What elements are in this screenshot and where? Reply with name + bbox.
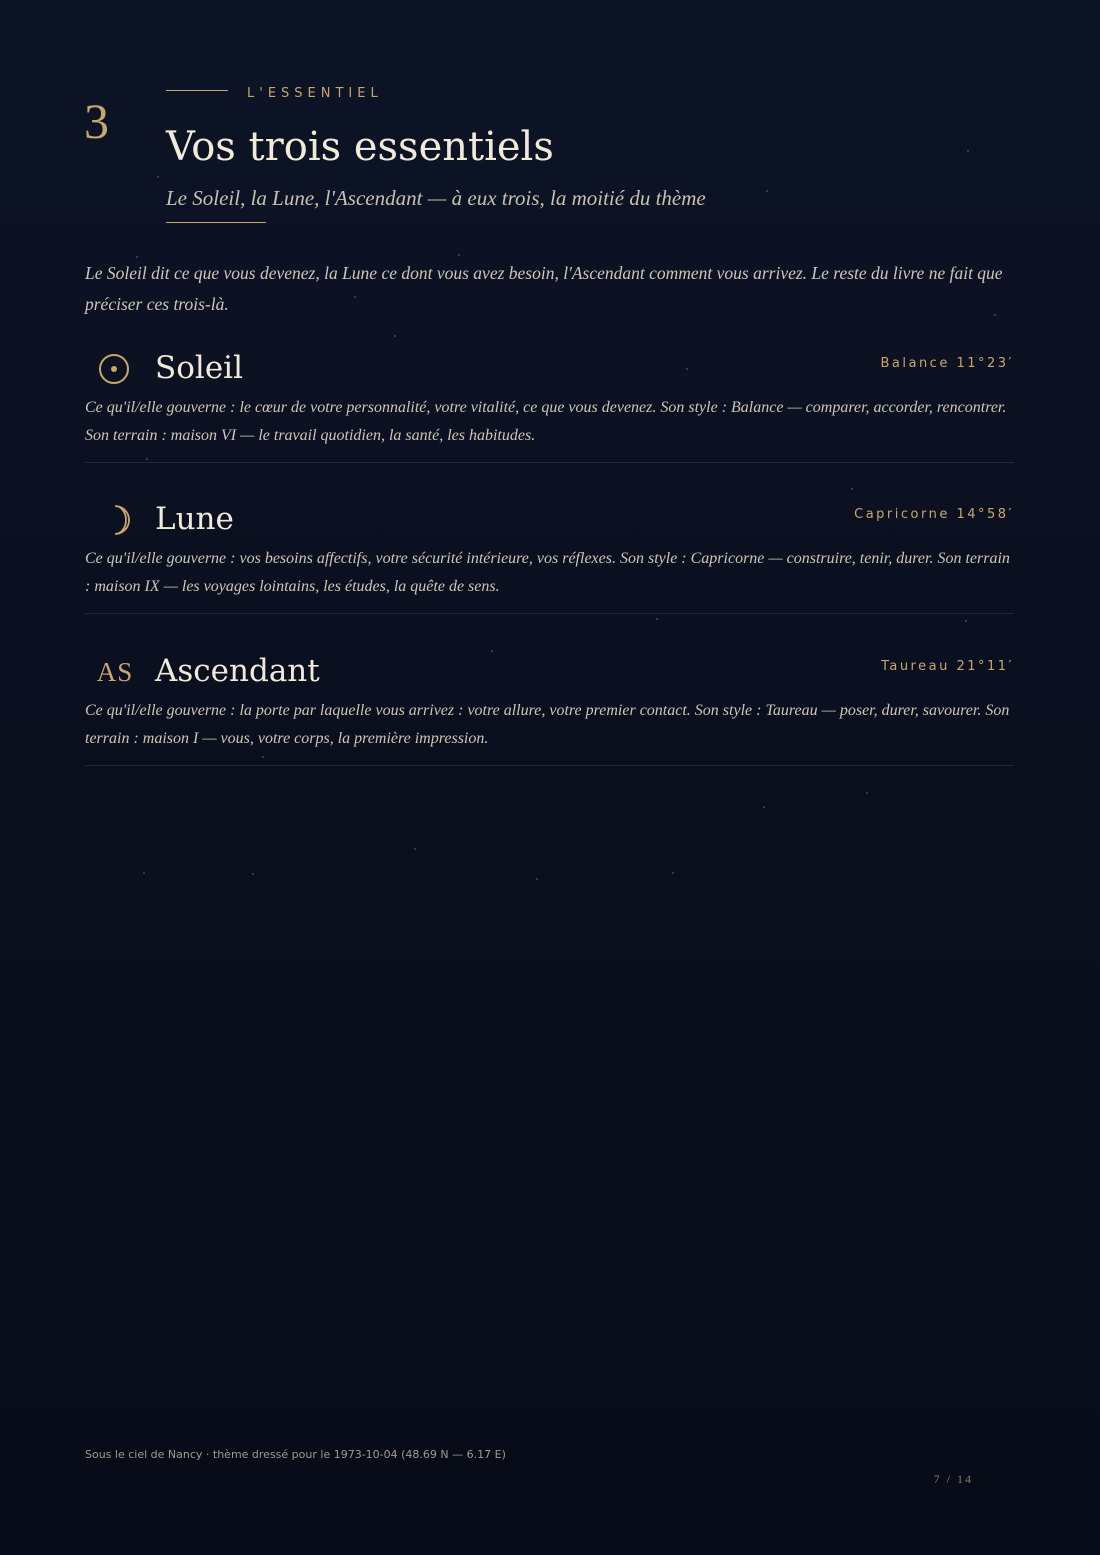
entry-position: Capricorne 14°58′: [854, 507, 1014, 522]
subtitle-rule: [166, 222, 266, 223]
sun-icon: [97, 352, 131, 386]
ascendant-icon-label: AS: [96, 656, 134, 687]
page-title: Vos trois essentiels: [166, 124, 554, 170]
page-subtitle: Le Soleil, la Lune, l'Ascendant — à eux trois, la moitié du thème: [166, 186, 706, 210]
entry-position: Balance 11°23′: [880, 356, 1014, 371]
entry-name: Ascendant: [155, 653, 320, 689]
entry-description: Ce qu'il/elle gouverne : la porte par laquelle vous arrivez : votre allure, votre premier contact. Son style : Taureau — poser, durer, savourer. Son terrain : maison I — vous, votre corps, la première impression.: [85, 702, 1010, 747]
entry-position: Taureau 21°11′: [881, 659, 1014, 674]
kicker-rule: [166, 90, 228, 91]
entry-soleil: [85, 346, 1014, 463]
section-kicker: L'ESSENTIEL: [247, 86, 383, 101]
entry-ascendant: [85, 649, 1014, 766]
intro-paragraph: Le Soleil dit ce que vous devenez, la Lune ce dont vous avez besoin, l'Ascendant comment vous arrivez. Le reste du livre ne fait que préciser ces trois-là.: [85, 263, 1003, 314]
pagination: [934, 1472, 973, 1487]
ascendant-icon: [95, 655, 135, 689]
page-total: 14: [957, 1472, 973, 1486]
chapter-number: 3: [84, 93, 109, 149]
footer-caption: Sous le ciel de Nancy · thème dressé pour le 1973-10-04 (48.69 N — 6.17 E): [85, 1448, 506, 1461]
moon-icon: [103, 503, 137, 537]
page-separator: /: [946, 1472, 957, 1486]
entry-name: Soleil: [155, 350, 243, 386]
entry-description: Ce qu'il/elle gouverne : vos besoins affectifs, votre sécurité intérieure, vos réflexes. Son style : Capricorne — construire, tenir, durer. Son terrain : maison IX — les voyages lointains, les études, la quête de sens.: [85, 550, 1010, 595]
entry-name: Lune: [155, 501, 234, 537]
page-current: 7: [933, 1472, 942, 1486]
entry-lune: [85, 497, 1014, 614]
entry-description: Ce qu'il/elle gouverne : le cœur de votre personnalité, votre vitalité, ce que vous devenez. Son style : Balance — comparer, accorder, rencontrer. Son terrain : maison VI — le travail quotidien, la santé, les habitudes.: [85, 399, 1007, 444]
